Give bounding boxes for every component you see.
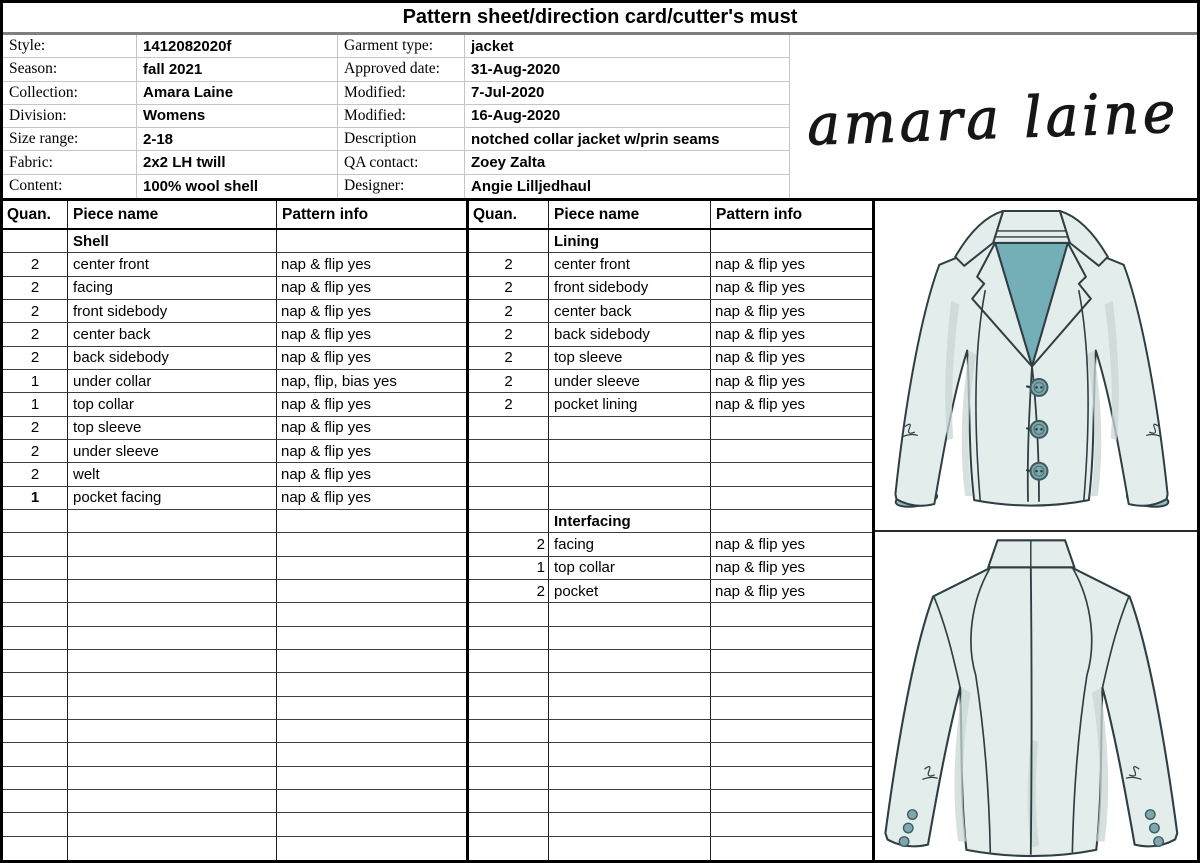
quantity-cell: 2 — [469, 393, 549, 415]
table-row — [469, 557, 872, 580]
info-row — [3, 82, 790, 105]
piece-name-cell — [68, 720, 277, 742]
quantity-cell — [469, 720, 549, 742]
table-row — [469, 603, 872, 626]
pattern-info-cell — [711, 463, 872, 485]
piece-name-cell — [68, 697, 277, 719]
jacket-back-view — [875, 532, 1197, 863]
piece-name-cell — [549, 697, 711, 719]
table-row — [3, 603, 466, 626]
piece-name-cell: top collar — [549, 557, 711, 579]
quantity-cell — [469, 813, 549, 835]
quantity-cell — [3, 650, 68, 672]
piece-name-cell — [549, 673, 711, 695]
piece-name-cell: pocket — [549, 580, 711, 602]
pattern-info-cell: nap & flip yes — [281, 279, 372, 297]
table-row — [3, 557, 466, 580]
quantity-cell — [469, 510, 549, 532]
title-bar — [3, 3, 1197, 35]
piece-name-cell: front sidebody — [549, 277, 711, 299]
main-section — [3, 198, 1197, 860]
quantity-cell — [3, 510, 68, 532]
column-header: Piece name — [549, 201, 711, 228]
pattern-info-cell — [711, 720, 872, 742]
quantity-cell: 2 — [3, 300, 68, 322]
piece-name-cell — [549, 837, 711, 860]
piece-name-cell: back sidebody — [68, 347, 277, 369]
piece-name-cell — [549, 650, 711, 672]
jacket-front-illustration — [875, 201, 1197, 532]
quantity-cell — [469, 790, 549, 812]
back-collar — [988, 540, 1074, 567]
pattern-info-cell — [277, 533, 466, 555]
info-value: Amara Laine — [137, 82, 338, 104]
table-row — [3, 627, 466, 650]
table-row — [469, 393, 872, 416]
table-row — [469, 837, 872, 860]
pattern-info-cell — [277, 837, 466, 860]
quantity-cell — [3, 230, 68, 252]
piece-name-cell: top collar — [68, 393, 277, 415]
pattern-info-cell: nap & flip yes — [715, 279, 806, 297]
pattern-info-cell: nap & flip yes — [281, 489, 372, 507]
info-label: Size range: — [3, 128, 137, 150]
pattern-info-cell — [711, 673, 872, 695]
table-row — [469, 300, 872, 323]
pattern-info-cell — [711, 603, 872, 625]
quantity-cell: 2 — [469, 347, 549, 369]
quantity-cell — [469, 837, 549, 860]
table-row — [3, 790, 466, 813]
table-row — [3, 533, 466, 556]
info-row — [3, 58, 790, 81]
table-row — [469, 510, 872, 533]
piece-name-cell: under sleeve — [549, 370, 711, 392]
info-value: 7-Jul-2020 — [465, 82, 790, 104]
info-value: fall 2021 — [137, 58, 338, 80]
info-label: Style: — [3, 35, 137, 57]
quantity-cell: 1 — [3, 393, 68, 415]
piece-name-cell: under collar — [68, 370, 277, 392]
pattern-info-cell — [711, 440, 872, 462]
quantity-cell: 1 — [3, 487, 68, 509]
quantity-cell: 1 — [469, 557, 549, 579]
pattern-info-cell — [711, 697, 872, 719]
piece-name-cell — [549, 463, 711, 485]
quantity-cell — [3, 627, 68, 649]
column-header: Pattern info — [282, 205, 369, 223]
quantity-cell — [469, 697, 549, 719]
info-value: Womens — [137, 105, 338, 127]
table-row — [469, 323, 872, 346]
table-row — [3, 813, 466, 836]
piece-name-cell: facing — [68, 277, 277, 299]
quantity-cell: 2 — [469, 533, 549, 555]
quantity-cell — [469, 650, 549, 672]
jacket-back-illustration — [875, 532, 1197, 863]
table-row — [3, 370, 466, 393]
quantity-cell — [3, 767, 68, 789]
pattern-info-cell: nap & flip yes — [281, 442, 372, 460]
table-row — [469, 697, 872, 720]
table-row — [3, 440, 466, 463]
pattern-info-cell: nap & flip yes — [281, 349, 372, 367]
pattern-info-cell: nap & flip yes — [715, 372, 806, 390]
pattern-info-cell — [711, 813, 872, 835]
piece-name-cell: front sidebody — [68, 300, 277, 322]
quantity-cell — [469, 743, 549, 765]
piece-name-cell — [68, 813, 277, 835]
info-value: 100% wool shell — [137, 175, 338, 198]
pattern-info-cell: nap & flip yes — [281, 395, 372, 413]
quantity-cell: 2 — [3, 440, 68, 462]
pattern-info-cell — [277, 603, 466, 625]
piece-name-cell — [549, 790, 711, 812]
table-row — [469, 673, 872, 696]
info-value: 31-Aug-2020 — [465, 58, 790, 80]
section-header-cell: Interfacing — [549, 510, 711, 532]
piece-name-cell — [68, 743, 277, 765]
shell-pieces-table — [3, 201, 466, 860]
section-header-cell: Shell — [68, 230, 277, 252]
pattern-info-cell — [277, 790, 466, 812]
info-label: Description — [338, 128, 465, 150]
info-value: Zoey Zalta — [465, 151, 790, 173]
pattern-info-cell — [277, 230, 466, 252]
quantity-cell — [469, 463, 549, 485]
brand-logo — [790, 35, 1197, 198]
pattern-info-cell — [277, 580, 466, 602]
table-row — [469, 767, 872, 790]
page-title: Pattern sheet/direction card/cutter's must — [402, 6, 798, 28]
piece-name-cell — [549, 440, 711, 462]
table-row — [469, 627, 872, 650]
table-row — [469, 463, 872, 486]
table-row — [469, 720, 872, 743]
piece-name-cell — [549, 743, 711, 765]
info-label: Garment type: — [338, 35, 465, 57]
piece-name-cell — [549, 720, 711, 742]
piece-name-cell — [549, 603, 711, 625]
piece-name-cell — [549, 417, 711, 439]
brand-logo-text: amara laine — [806, 80, 1189, 159]
info-row — [3, 128, 790, 151]
quantity-cell — [469, 440, 549, 462]
illustration-panel — [872, 201, 1197, 860]
piece-name-cell — [68, 510, 277, 532]
table-row — [3, 253, 466, 276]
pattern-info-cell — [711, 417, 872, 439]
pattern-info-cell — [711, 837, 872, 860]
column-header: Piece name — [68, 201, 277, 228]
table-row — [3, 277, 466, 300]
info-section — [3, 35, 1197, 198]
table-row — [469, 580, 872, 603]
quantity-cell — [3, 557, 68, 579]
pattern-info-cell: nap, flip, bias yes — [281, 372, 397, 390]
quantity-cell — [3, 813, 68, 835]
table-row — [469, 487, 872, 510]
jacket-front-view — [875, 201, 1197, 530]
table-row — [469, 743, 872, 766]
table-row — [3, 580, 466, 603]
piece-name-cell — [68, 650, 277, 672]
pattern-info-cell: nap & flip yes — [281, 255, 372, 273]
table-row — [469, 650, 872, 673]
table-row — [3, 650, 466, 673]
quantity-cell — [3, 743, 68, 765]
piece-name-cell: pocket lining — [549, 393, 711, 415]
piece-name-cell — [68, 673, 277, 695]
quantity-cell — [469, 627, 549, 649]
quantity-cell — [469, 767, 549, 789]
info-value: jacket — [465, 35, 790, 57]
piece-name-cell: back sidebody — [549, 323, 711, 345]
table-row — [469, 230, 872, 253]
pattern-info-cell — [277, 627, 466, 649]
column-header: Pattern info — [716, 205, 803, 223]
quantity-cell — [3, 580, 68, 602]
quantity-cell — [469, 417, 549, 439]
pattern-info-cell — [711, 230, 872, 252]
info-value: 16-Aug-2020 — [465, 105, 790, 127]
piece-name-cell: pocket facing — [68, 487, 277, 509]
pattern-info-cell — [277, 697, 466, 719]
piece-name-cell — [68, 580, 277, 602]
quantity-cell: 2 — [469, 277, 549, 299]
info-grid — [3, 35, 790, 198]
table-row — [3, 767, 466, 790]
quantity-cell: 2 — [3, 277, 68, 299]
pattern-info-cell: nap & flip yes — [715, 535, 806, 553]
table-row — [3, 300, 466, 323]
table-row — [3, 720, 466, 743]
piece-name-cell: center front — [549, 253, 711, 275]
pattern-info-cell: nap & flip yes — [715, 302, 806, 320]
pattern-info-cell — [277, 673, 466, 695]
table-row — [3, 487, 466, 510]
table-row — [3, 323, 466, 346]
piece-name-cell: top sleeve — [549, 347, 711, 369]
pattern-info-cell: nap & flip yes — [715, 559, 806, 577]
table-row — [3, 673, 466, 696]
info-label: Content: — [3, 175, 137, 198]
info-label: Designer: — [338, 175, 465, 198]
piece-name-cell: center front — [68, 253, 277, 275]
table-row — [469, 440, 872, 463]
info-value: 2x2 LH twill — [137, 151, 338, 173]
table-row — [3, 417, 466, 440]
table-row — [3, 393, 466, 416]
section-header-cell: Lining — [549, 230, 711, 252]
pattern-info-cell — [277, 650, 466, 672]
pattern-info-cell — [711, 650, 872, 672]
quantity-cell: 1 — [3, 370, 68, 392]
table-row — [3, 697, 466, 720]
quantity-cell — [3, 533, 68, 555]
info-row — [3, 105, 790, 128]
table-header-row — [469, 201, 872, 230]
piece-name-cell: top sleeve — [68, 417, 277, 439]
piece-name-cell — [68, 790, 277, 812]
table-row — [3, 347, 466, 370]
quantity-cell — [469, 230, 549, 252]
quantity-cell: 2 — [469, 370, 549, 392]
pattern-info-cell — [277, 813, 466, 835]
info-value: 1412082020f — [137, 35, 338, 57]
piece-name-cell: welt — [68, 463, 277, 485]
pattern-info-cell — [277, 720, 466, 742]
pattern-info-cell: nap & flip yes — [281, 325, 372, 343]
quantity-cell — [3, 673, 68, 695]
piece-name-cell: facing — [549, 533, 711, 555]
table-row — [469, 790, 872, 813]
column-header: Quan. — [469, 201, 549, 228]
table-row — [469, 813, 872, 836]
piece-name-cell — [68, 627, 277, 649]
piece-name-cell — [549, 767, 711, 789]
back-center-seam — [1031, 567, 1032, 854]
piece-name-cell: center back — [68, 323, 277, 345]
pattern-info-cell — [277, 557, 466, 579]
pattern-info-cell — [711, 487, 872, 509]
info-label: Division: — [3, 105, 137, 127]
quantity-cell — [3, 697, 68, 719]
info-label: Collection: — [3, 82, 137, 104]
lining-interfacing-pieces-table — [466, 201, 872, 860]
quantity-cell: 2 — [3, 347, 68, 369]
quantity-cell: 2 — [469, 323, 549, 345]
pattern-info-cell — [711, 767, 872, 789]
piece-name-cell — [549, 627, 711, 649]
quantity-cell — [3, 603, 68, 625]
quantity-cell — [3, 837, 68, 860]
brand-logo-script — [790, 35, 1197, 198]
quantity-cell: 2 — [469, 580, 549, 602]
pattern-info-cell — [711, 627, 872, 649]
info-label: Modified: — [338, 105, 465, 127]
piece-name-cell — [68, 557, 277, 579]
info-label: QA contact: — [338, 151, 465, 173]
info-label: Modified: — [338, 82, 465, 104]
quantity-cell: 2 — [469, 300, 549, 322]
info-row — [3, 175, 790, 198]
table-row — [3, 463, 466, 486]
quantity-cell: 2 — [3, 463, 68, 485]
pattern-info-cell — [711, 743, 872, 765]
piece-name-cell — [549, 487, 711, 509]
pattern-info-cell — [277, 767, 466, 789]
piece-name-cell: center back — [549, 300, 711, 322]
piece-name-cell — [68, 603, 277, 625]
piece-name-cell — [68, 837, 277, 860]
table-row — [3, 743, 466, 766]
pattern-info-cell: nap & flip yes — [281, 302, 372, 320]
table-row — [3, 230, 466, 253]
quantity-cell — [3, 720, 68, 742]
pattern-info-cell — [277, 743, 466, 765]
info-label: Approved date: — [338, 58, 465, 80]
info-row — [3, 35, 790, 58]
pattern-info-cell — [277, 510, 466, 532]
quantity-cell: 2 — [3, 417, 68, 439]
quantity-cell — [3, 790, 68, 812]
pattern-info-cell: nap & flip yes — [715, 349, 806, 367]
table-row — [469, 370, 872, 393]
pattern-info-cell: nap & flip yes — [715, 325, 806, 343]
table-header-row — [3, 201, 466, 230]
table-row — [469, 417, 872, 440]
table-row — [469, 277, 872, 300]
piece-name-cell — [68, 767, 277, 789]
quantity-cell — [469, 673, 549, 695]
info-value: 2-18 — [137, 128, 338, 150]
pattern-info-cell — [711, 510, 872, 532]
quantity-cell: 2 — [469, 253, 549, 275]
info-value: notched collar jacket w/prin seams — [465, 128, 790, 150]
pattern-info-cell: nap & flip yes — [281, 419, 372, 437]
info-label: Season: — [3, 58, 137, 80]
piece-name-cell — [68, 533, 277, 555]
quantity-cell — [469, 487, 549, 509]
pattern-info-cell: nap & flip yes — [715, 582, 806, 600]
info-label: Fabric: — [3, 151, 137, 173]
piece-name-cell — [549, 813, 711, 835]
piece-name-cell: under sleeve — [68, 440, 277, 462]
quantity-cell: 2 — [3, 253, 68, 275]
info-row — [3, 151, 790, 174]
table-row — [469, 533, 872, 556]
table-row — [3, 837, 466, 860]
table-row — [469, 347, 872, 370]
table-row — [469, 253, 872, 276]
column-header: Quan. — [3, 201, 68, 228]
pattern-info-cell: nap & flip yes — [715, 255, 806, 273]
pattern-info-cell — [711, 790, 872, 812]
info-value: Angie Lilljedhaul — [465, 175, 790, 198]
pattern-info-cell: nap & flip yes — [281, 465, 372, 483]
pattern-info-cell: nap & flip yes — [715, 395, 806, 413]
table-row — [3, 510, 466, 533]
quantity-cell: 2 — [3, 323, 68, 345]
quantity-cell — [469, 603, 549, 625]
